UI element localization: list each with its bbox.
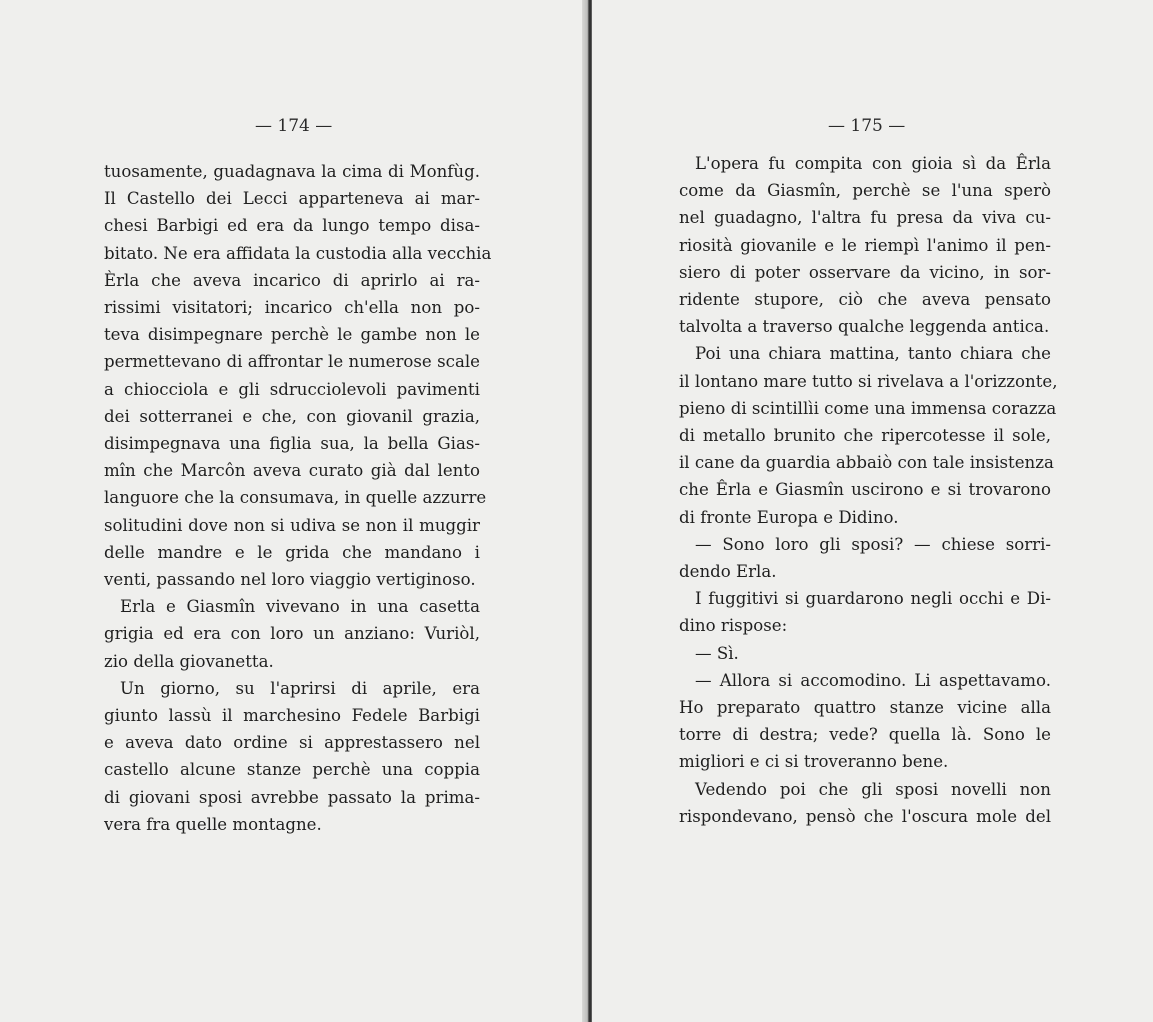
- text-line: giunto lassù il marchesino Fedele Barbigi: [104, 706, 480, 726]
- page-number: — 175 —: [828, 116, 906, 136]
- page-number: — 174 —: [255, 116, 333, 136]
- text-line: — Sono loro gli sposi? — chiese sorri-: [695, 534, 1051, 554]
- text-line: Il Castello dei Lecci apparteneva ai mar-: [104, 189, 480, 209]
- text-line: venti, passando nel loro viaggio vertiginoso.: [104, 570, 476, 590]
- text-line: il cane da guardia abbaiò con tale insistenza: [679, 453, 1054, 473]
- body-text: [679, 150, 1058, 830]
- text-line: dendo Erla.: [679, 562, 777, 582]
- text-line: talvolta a traverso qualche leggenda antica.: [679, 317, 1050, 337]
- text-line: il lontano mare tutto si rivelava a l'orizzonte,: [679, 371, 1058, 391]
- text-line: disimpegnava una figlia sua, la bella Gias-: [104, 434, 480, 454]
- text-line: teva disimpegnare perchè le gambe non le: [104, 325, 480, 345]
- text-line: di giovani sposi avrebbe passato la prima-: [104, 787, 480, 807]
- text-line: nel guadagno, l'altra fu presa da viva cu-: [679, 208, 1051, 228]
- text-line: bitato. Ne era affidata la custodia alla vecchia: [104, 243, 492, 263]
- text-line: grigia ed era con loro un anziano: Vuriòl,: [104, 624, 480, 644]
- text-line: L'opera fu compita con gioia sì da Êrla: [695, 154, 1051, 173]
- body-text: [104, 158, 492, 838]
- text-line: rissimi visitatori; incarico ch'ella non po-: [104, 298, 480, 318]
- text-line: — Sì.: [695, 643, 739, 663]
- text-line: che Êrla e Giasmîn uscirono e si trovarono: [679, 480, 1051, 500]
- text-line: Poi una chiara mattina, tanto chiara che: [695, 344, 1051, 364]
- text-line: pieno di scintillìi come una immensa corazza: [679, 398, 1057, 418]
- text-line: di fronte Europa e Didino.: [679, 507, 899, 527]
- text-line: castello alcune stanze perchè una coppia: [104, 760, 480, 780]
- text-line: siero di poter osservare da vicino, in sor-: [679, 262, 1051, 282]
- text-line: Un giorno, su l'aprirsi di aprile, era: [120, 678, 480, 698]
- text-line: I fuggitivi si guardarono negli occhi e Di-: [695, 589, 1051, 609]
- text-line: tuosamente, guadagnava la cima di Monfùg.: [104, 162, 480, 181]
- text-line: — Allora si accomodino. Li aspettavamo.: [695, 670, 1051, 690]
- text-line: languore che la consumava, in quelle azzurre: [104, 488, 487, 508]
- text-line: migliori e ci si troveranno bene.: [679, 752, 949, 772]
- text-line: chesi Barbigi ed era da lungo tempo disa-: [104, 216, 480, 236]
- text-line: solitudini dove non si udiva se non il muggir: [104, 515, 480, 535]
- text-line: Vedendo poi che gli sposi novelli non: [695, 779, 1051, 799]
- text-line: come da Giasmîn, perchè se l'una sperò: [679, 181, 1051, 201]
- right-page: [592, 0, 1153, 1022]
- text-line: a chiocciola e gli sdrucciolevoli pavimenti: [104, 379, 480, 399]
- text-line: e aveva dato ordine si apprestassero nel: [104, 733, 480, 753]
- text-line: di metallo brunito che ripercotesse il sole,: [679, 426, 1051, 446]
- text-line: torre di destra; vede? quella là. Sono le: [679, 725, 1051, 745]
- text-line: mîn che Marcôn aveva curato già dal lento: [104, 461, 480, 481]
- text-line: dino rispose:: [679, 616, 788, 636]
- text-line: Ho preparato quattro stanze vicine alla: [679, 698, 1051, 718]
- text-line: delle mandre e le grida che mandano i: [104, 542, 480, 562]
- text-line: rispondevano, pensò che l'oscura mole del: [679, 806, 1051, 826]
- text-line: Erla e Giasmîn vivevano in una casetta: [120, 597, 480, 617]
- text-line: permettevano di affrontar le numerose scale: [104, 352, 480, 372]
- text-line: vera fra quelle montagne.: [104, 814, 322, 834]
- text-line: dei sotterranei e che, con giovanil grazia,: [104, 406, 480, 426]
- text-line: Èrla che aveva incarico di aprirlo ai ra-: [104, 270, 480, 290]
- text-line: riosità giovanile e le riempì l'animo il pen-: [679, 235, 1051, 255]
- text-line: ridente stupore, ciò che aveva pensato: [679, 290, 1051, 310]
- text-line: zio della giovanetta.: [104, 651, 274, 671]
